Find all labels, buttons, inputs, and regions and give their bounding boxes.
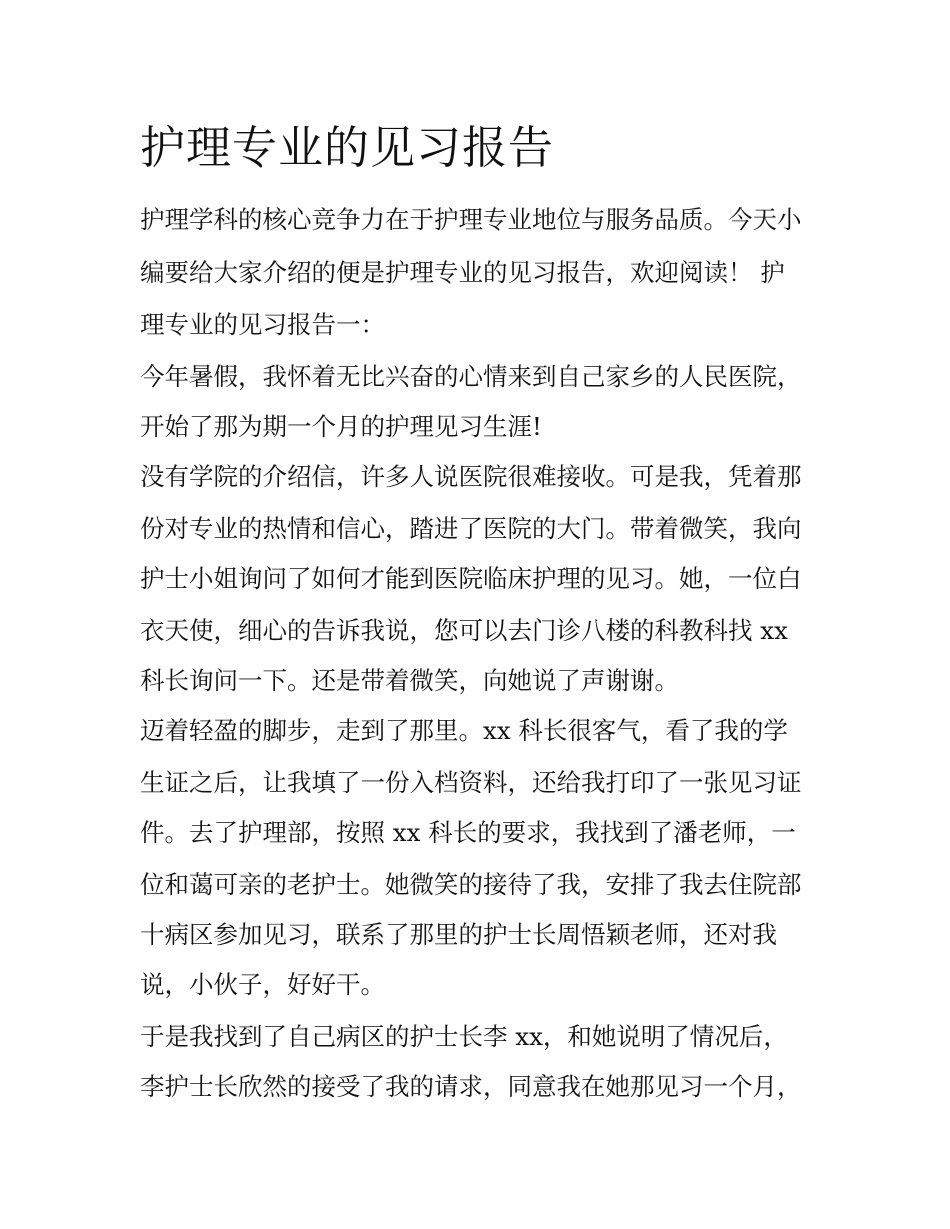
paragraph-line: 迈着轻盈的脚步，走到了那里。xx 科长很客气，看了我的学 <box>140 716 788 745</box>
paragraph-line: 今年暑假，我怀着无比兴奋的心情来到自己家乡的人民医院， <box>140 362 802 391</box>
document-title: 护理专业的见习报告 <box>140 121 555 174</box>
paragraph-line: 位和蔼可亲的老护士。她微笑的接待了我，安排了我去住院部 <box>140 870 802 899</box>
paragraph-line: 理专业的见习报告一： <box>140 310 385 339</box>
paragraph-line: 没有学院的介绍信，许多人说医院很难接收。可是我，凭着那 <box>140 462 802 491</box>
paragraph-line: 科长询问一下。还是带着微笑，向她说了声谢谢。 <box>140 666 679 695</box>
paragraph-line: 十病区参加见习，联系了那里的护士长周悟颖老师，还对我 <box>140 920 777 949</box>
paragraph-line: 件。去了护理部，按照 xx 科长的要求，我找到了潘老师，一 <box>140 818 796 847</box>
paragraph-line: 李护士长欣然的接受了我的请求，同意我在她那见习一个月， <box>140 1072 802 1101</box>
paragraph-line: 护士小姐询问了如何才能到医院临床护理的见习。她，一位白 <box>140 564 802 593</box>
paragraph-line: 开始了那为期一个月的护理见习生涯! <box>140 412 542 441</box>
paragraph-line: 护理学科的核心竞争力在于护理专业地位与服务品质。今天小 <box>140 205 802 234</box>
paragraph-line: 衣天使，细心的告诉我说，您可以去门诊八楼的科教科找 xx <box>140 616 788 645</box>
paragraph-line: 份对专业的热情和信心，踏进了医院的大门。带着微笑，我向 <box>140 514 802 543</box>
paragraph-line: 编要给大家介绍的便是护理专业的见习报告，欢迎阅读！ 护 <box>140 258 785 287</box>
paragraph-line: 说，小伙子，好好干。 <box>140 970 385 999</box>
paragraph-line: 生证之后，让我填了一份入档资料，还给我打印了一张见习证 <box>140 768 802 797</box>
paragraph-line: 于是我找到了自己病区的护士长李 xx，和她说明了情况后， <box>140 1022 788 1051</box>
